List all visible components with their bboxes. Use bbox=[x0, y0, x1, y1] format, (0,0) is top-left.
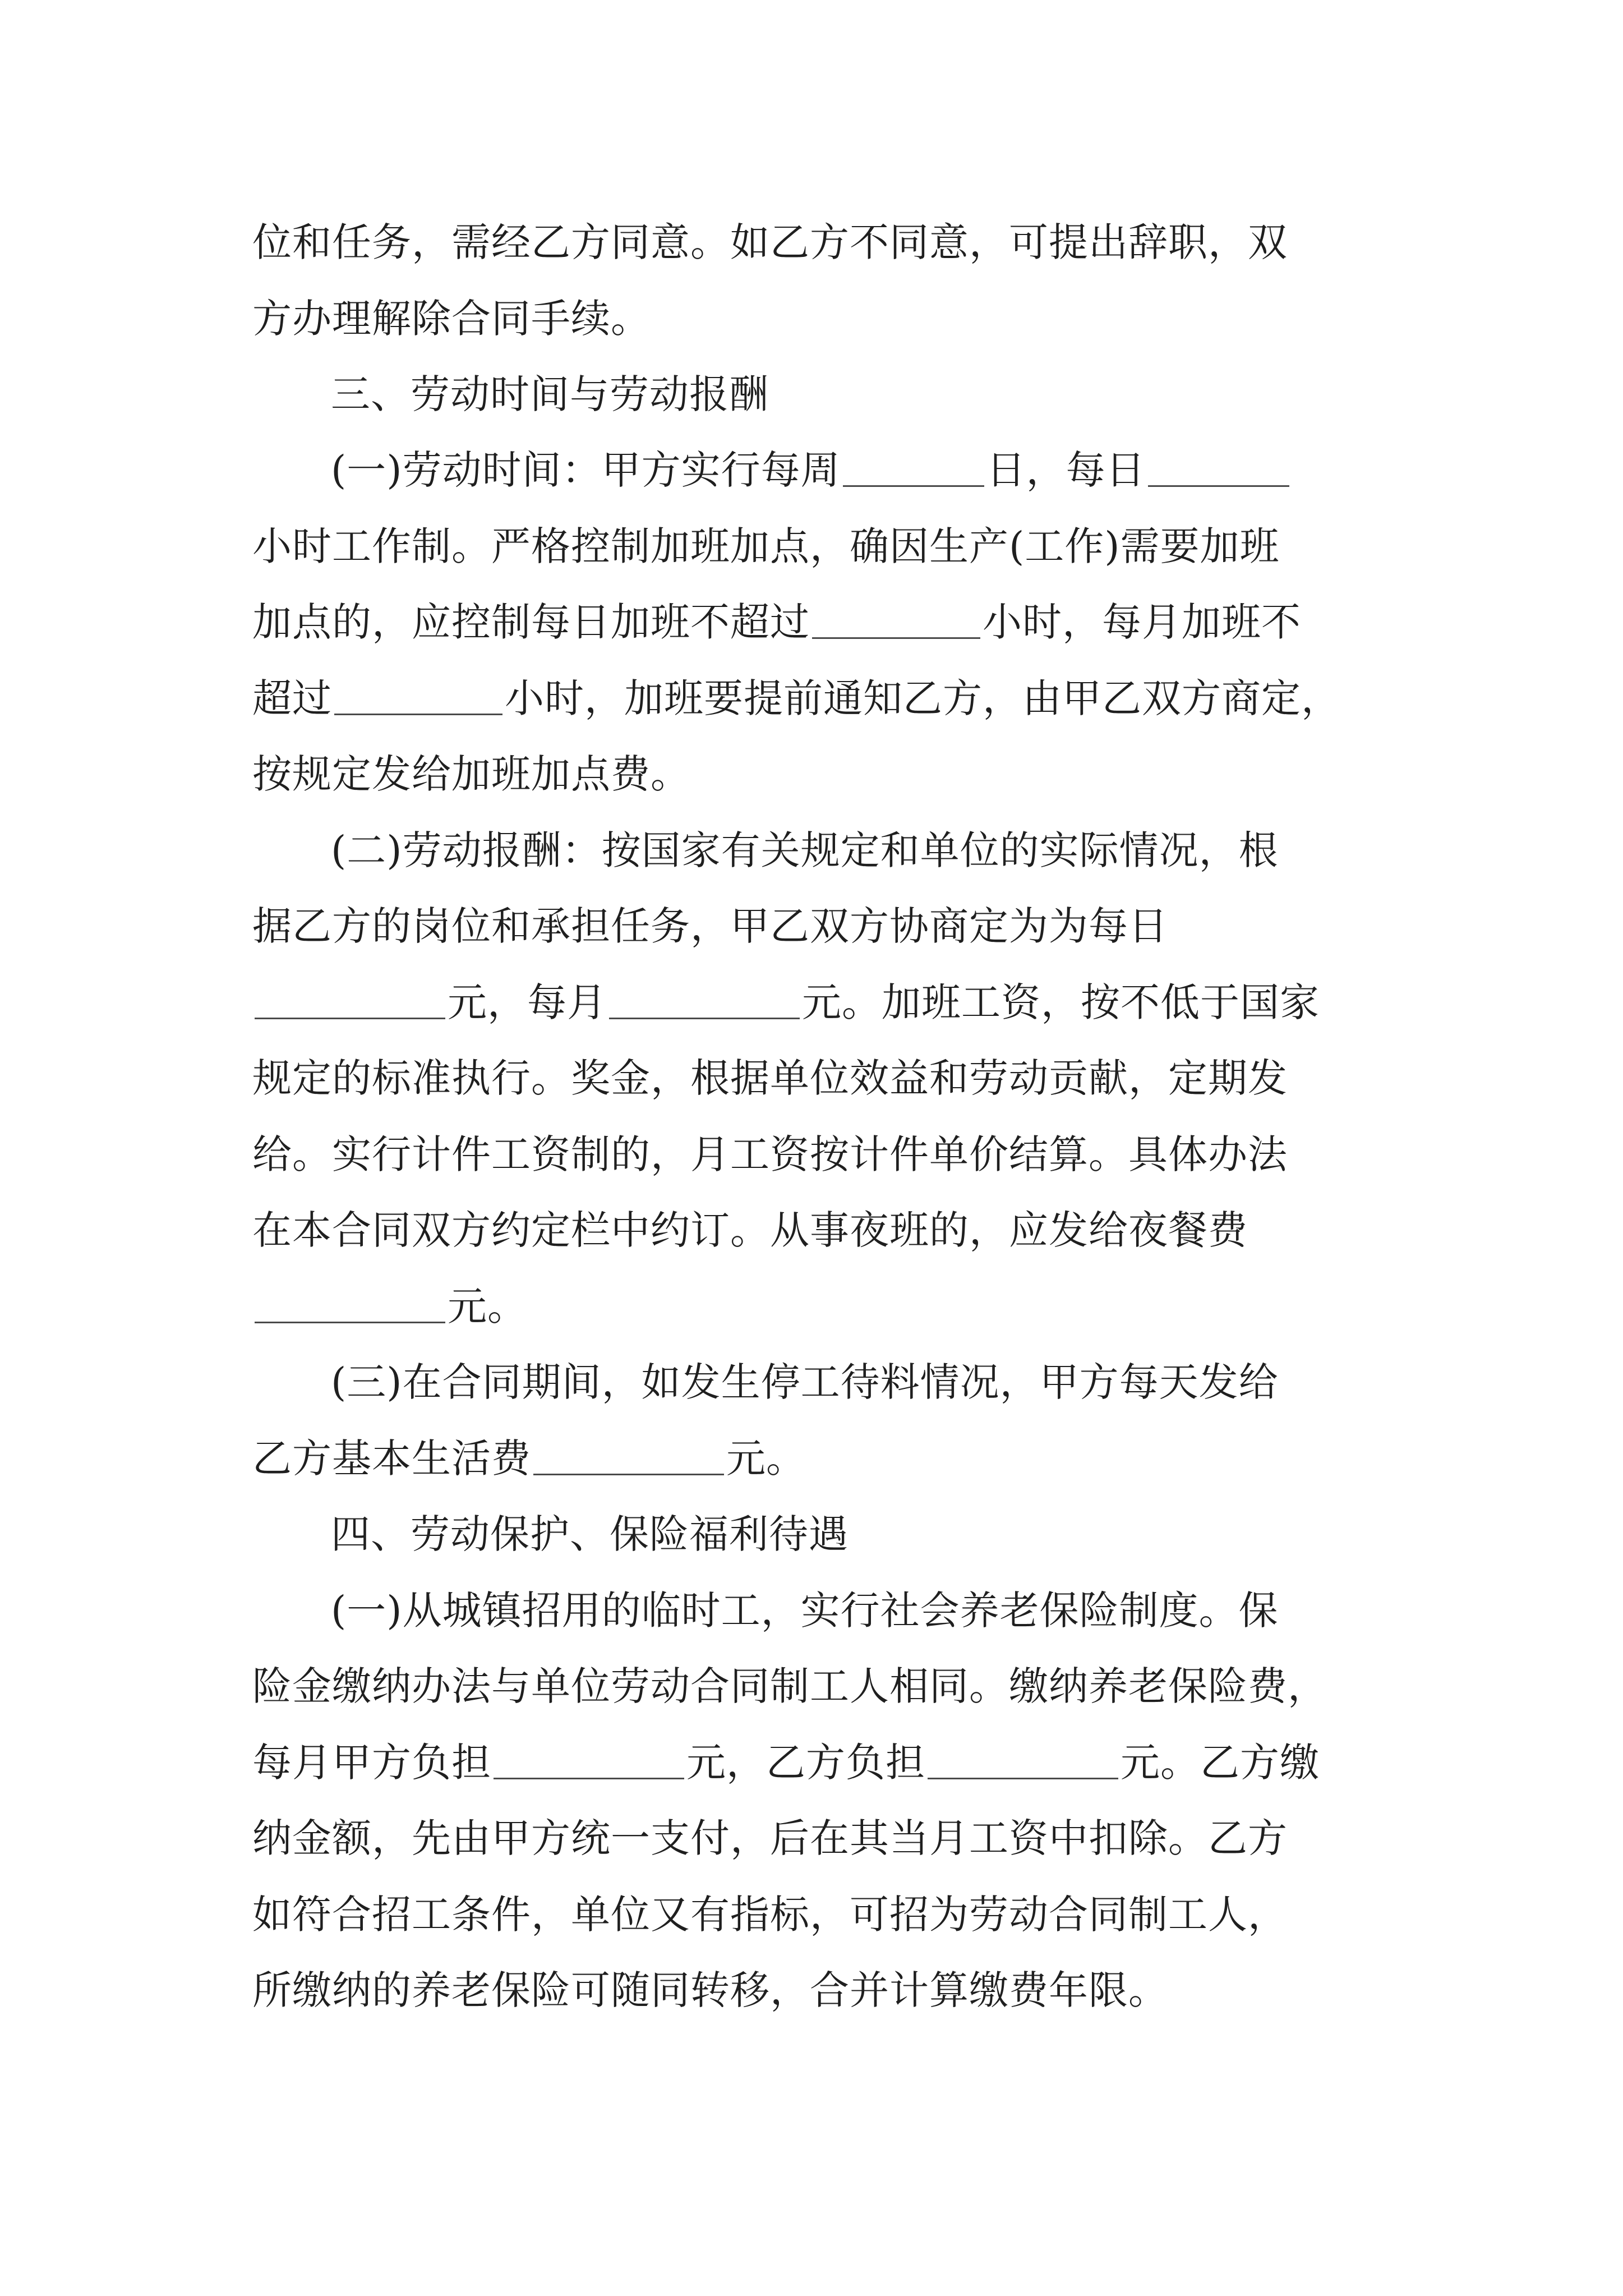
section-heading bbox=[331, 361, 1469, 428]
text-segment: 每月甲方负担 bbox=[252, 1740, 491, 1786]
text-segment: (二)劳动报酬：按国家有关规定和单位的实际情况，根 bbox=[331, 827, 1279, 873]
text-line bbox=[252, 1881, 1391, 1948]
fill-blank[interactable] bbox=[1148, 441, 1289, 487]
text-segment: 元，每月 bbox=[448, 979, 607, 1025]
text-segment: 四、劳动保护、保险福利待遇 bbox=[331, 1511, 849, 1557]
text-segment: 在本合同双方约定栏中约订。从事夜班的，应发给夜餐费 bbox=[252, 1207, 1248, 1253]
fill-blank[interactable] bbox=[255, 1278, 445, 1323]
text-line bbox=[331, 1577, 1469, 1644]
text-line bbox=[252, 1805, 1391, 1872]
text-segment: 元。 bbox=[726, 1435, 806, 1481]
text-segment: 据乙方的岗位和承担任务，甲乙双方协商定为为每日 bbox=[252, 903, 1168, 949]
fill-blank[interactable] bbox=[255, 974, 445, 1019]
text-line bbox=[252, 1197, 1391, 1264]
text-line bbox=[331, 436, 1469, 504]
text-segment: 方办理解除合同手续。 bbox=[252, 296, 651, 342]
section-heading bbox=[331, 1501, 1469, 1568]
text-segment: 三、劳动时间与劳动报酬 bbox=[331, 371, 769, 417]
text-line bbox=[252, 513, 1391, 580]
text-line bbox=[252, 969, 1391, 1036]
text-segment: 元。 bbox=[448, 1283, 527, 1329]
text-line bbox=[252, 209, 1391, 276]
fill-blank[interactable] bbox=[334, 670, 502, 715]
text-segment: 险金缴纳办法与单位劳动合同制工人相同。缴纳养老保险费， bbox=[252, 1663, 1327, 1709]
fill-blank[interactable] bbox=[812, 593, 980, 639]
text-segment: 加点的，应控制每日加班不超过 bbox=[252, 599, 810, 645]
text-line bbox=[252, 665, 1391, 732]
text-line bbox=[331, 1349, 1469, 1416]
text-line bbox=[252, 1045, 1391, 1112]
text-line bbox=[331, 817, 1469, 884]
text-segment: 给。实行计件工资制的，月工资按计件单价结算。具体办法 bbox=[252, 1131, 1288, 1177]
text-segment: 位和任务，需经乙方同意。如乙方不同意，可提出辞职，双 bbox=[252, 219, 1288, 265]
fill-blank[interactable] bbox=[609, 974, 800, 1019]
text-segment: 纳金额，先由甲方统一支付，后在其当月工资中扣除。乙方 bbox=[252, 1815, 1288, 1861]
fill-blank[interactable] bbox=[928, 1734, 1118, 1779]
text-segment: 超过 bbox=[252, 675, 332, 721]
fill-blank[interactable] bbox=[843, 441, 984, 487]
text-segment: 规定的标准执行。奖金，根据单位效益和劳动贡献，定期发 bbox=[252, 1055, 1288, 1101]
text-segment: 小时，加班要提前通知乙方，由甲乙双方商定， bbox=[505, 675, 1341, 721]
text-line bbox=[252, 588, 1391, 656]
text-segment: 小时，每月加班不 bbox=[983, 599, 1301, 645]
text-segment: 所缴纳的养老保险可随同转移，合并计算缴费年限。 bbox=[252, 1967, 1168, 2013]
text-segment: 如符合招工条件，单位又有指标，可招为劳动合同制工人， bbox=[252, 1892, 1288, 1938]
text-segment: 元。乙方缴 bbox=[1121, 1740, 1320, 1786]
text-line bbox=[252, 1121, 1391, 1188]
text-line bbox=[252, 1653, 1391, 1720]
text-segment: 元。加班工资，按不低于国家 bbox=[802, 979, 1320, 1025]
text-line bbox=[252, 892, 1391, 960]
text-line bbox=[252, 1273, 1391, 1340]
text-segment: 小时工作制。严格控制加班加点，确因生产(工作)需要加班 bbox=[252, 523, 1280, 569]
text-segment: 按规定发给加班加点费。 bbox=[252, 751, 690, 797]
text-segment: 乙方基本生活费 bbox=[252, 1435, 531, 1481]
text-segment: (三)在合同期间，如发生停工待料情况，甲方每天发给 bbox=[331, 1359, 1279, 1405]
text-segment: (一)从城镇招用的临时工，实行社会养老保险制度。保 bbox=[331, 1588, 1279, 1634]
fill-blank[interactable] bbox=[494, 1734, 684, 1779]
text-line bbox=[252, 1957, 1391, 2024]
text-line bbox=[252, 740, 1391, 808]
text-segment: 元，乙方负担 bbox=[686, 1740, 925, 1786]
text-line bbox=[252, 285, 1391, 352]
text-segment: (一)劳动时间：甲方实行每周 bbox=[331, 447, 841, 493]
text-segment: 日，每日 bbox=[986, 447, 1146, 493]
text-line bbox=[252, 1729, 1391, 1796]
fill-blank[interactable] bbox=[533, 1430, 724, 1475]
text-line bbox=[252, 1425, 1391, 1492]
